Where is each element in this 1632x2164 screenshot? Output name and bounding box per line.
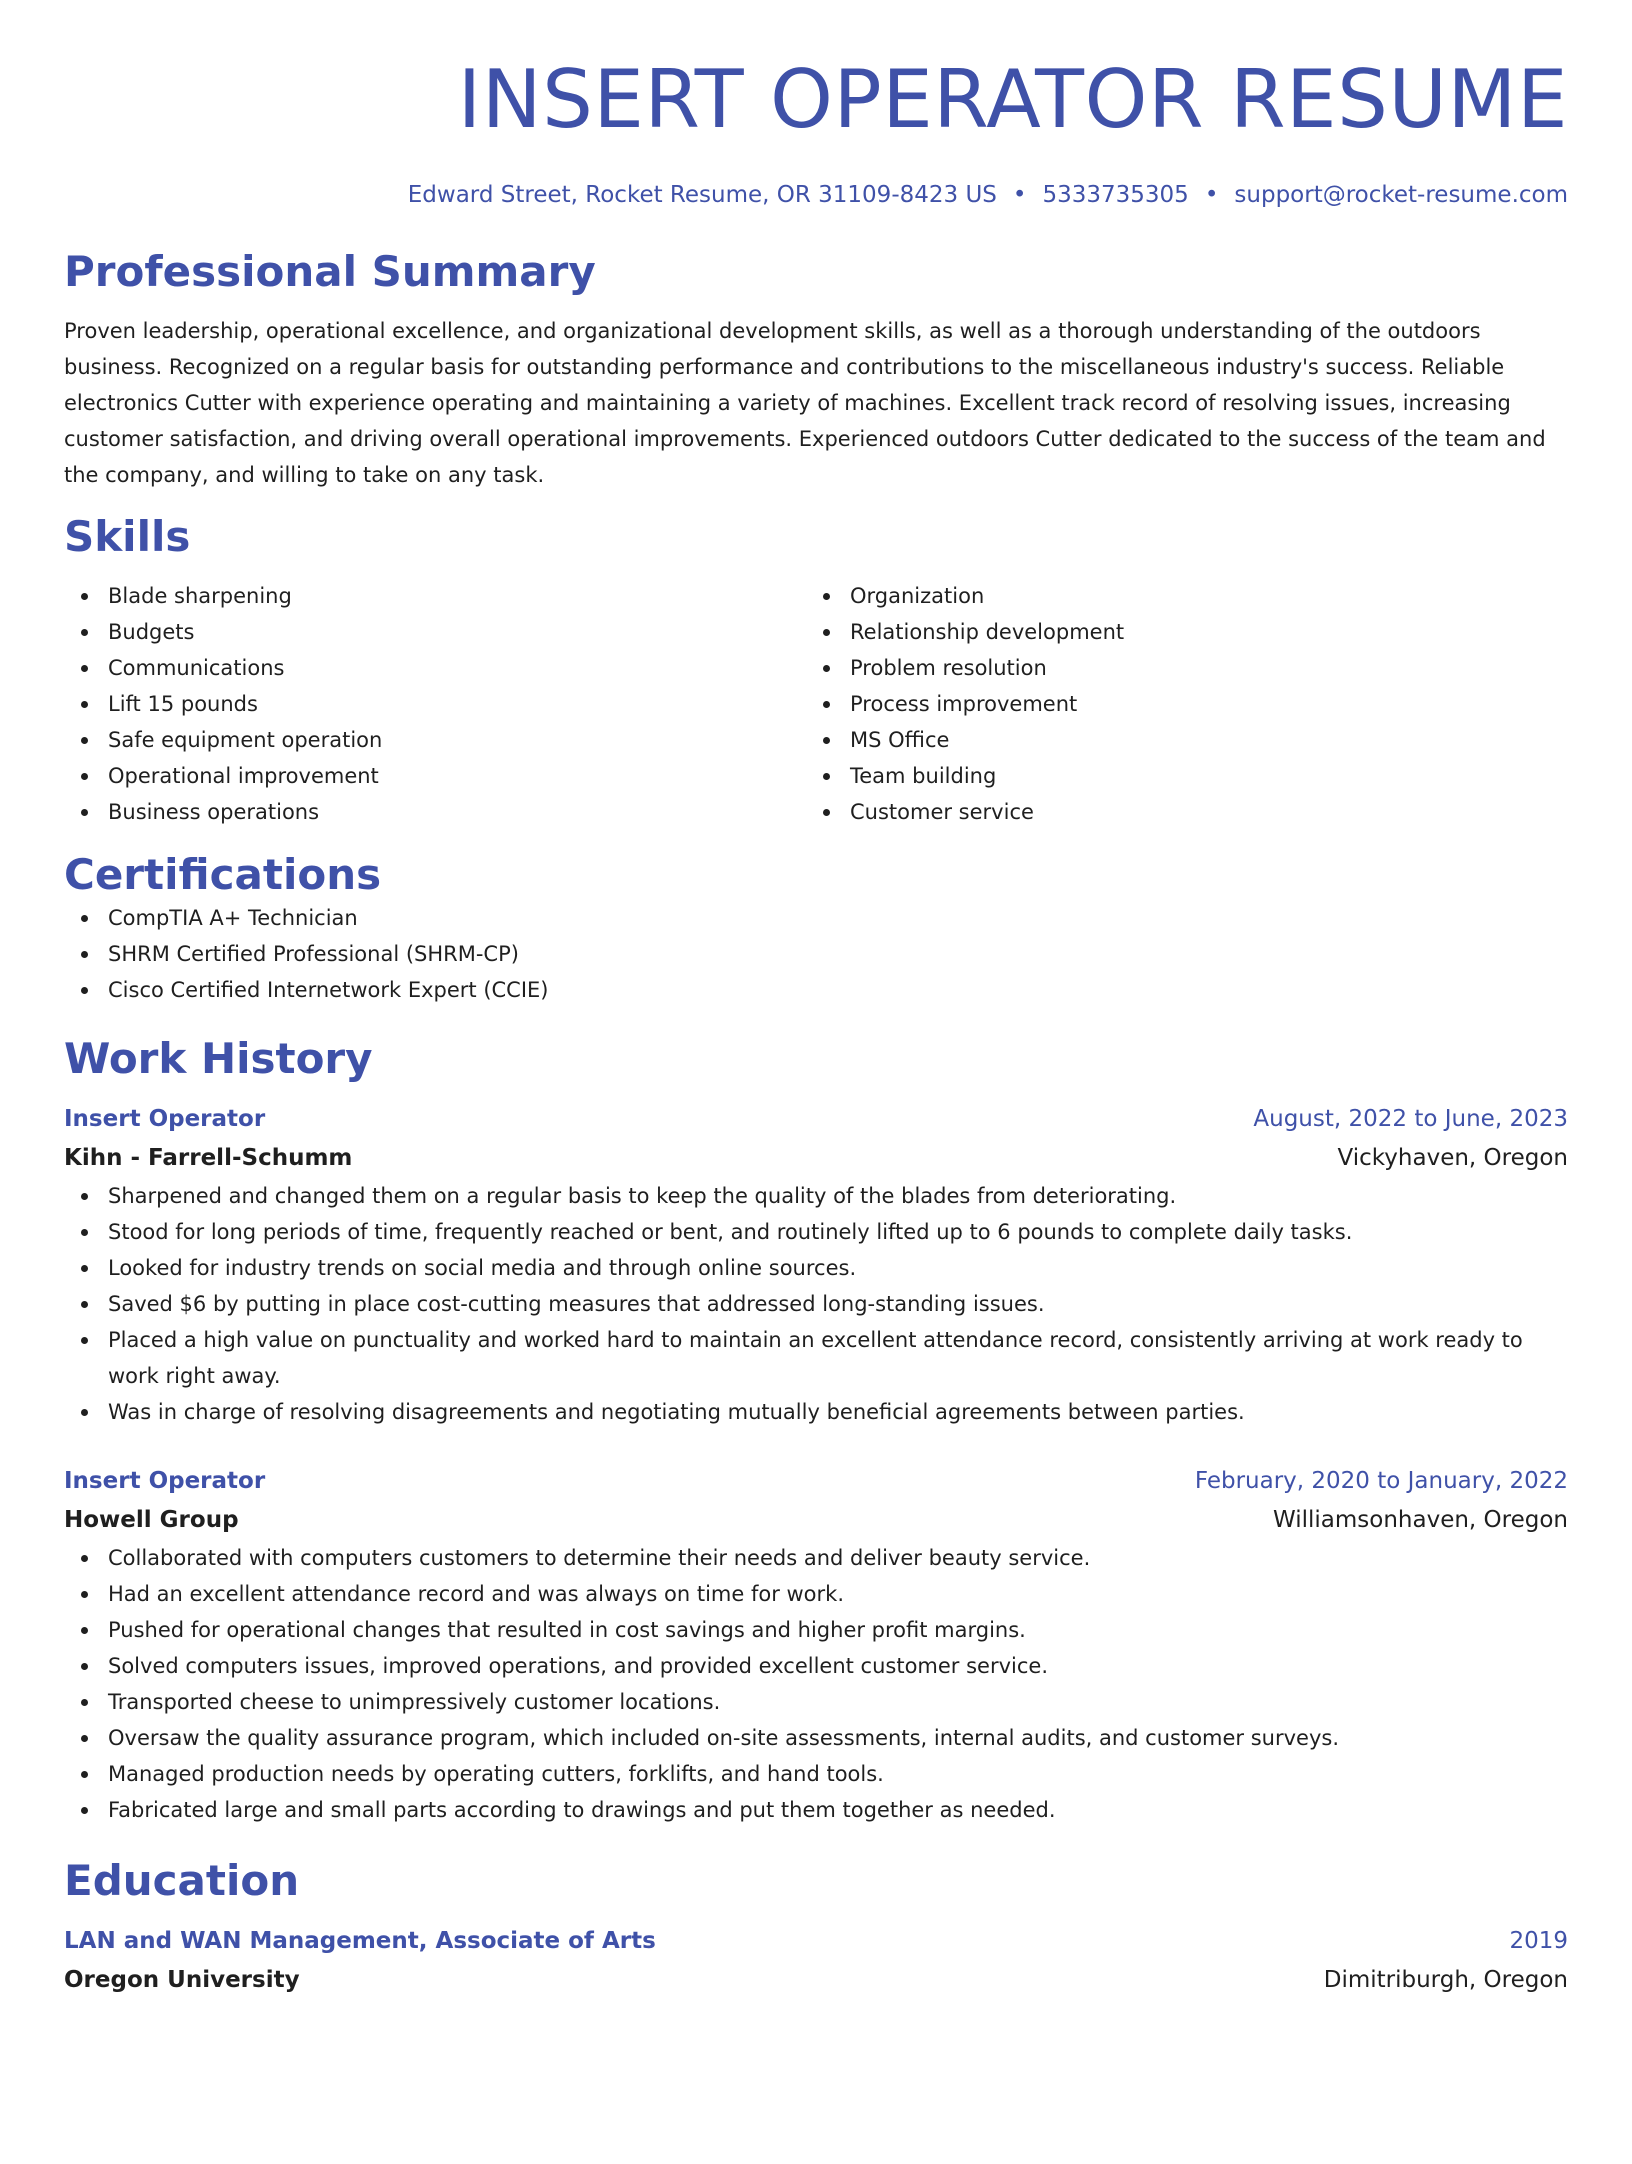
skill-item: Customer service — [806, 794, 1548, 830]
education-heading: Education — [64, 1856, 300, 1905]
job-bullet: Fabricated large and small parts according to drawings and put them together as needed. — [64, 1792, 1568, 1828]
skill-item: Communications — [64, 650, 806, 686]
job-location: Vickyhaven, Oregon — [1337, 1145, 1568, 1171]
job-title: Insert Operator — [64, 1468, 266, 1494]
job-company: Kihn - Farrell-Schumm — [64, 1145, 353, 1171]
job-header-row — [64, 1462, 1568, 1500]
job-bullets — [64, 1178, 1568, 1430]
job-bullet: Transported cheese to unimpressively customer locations. — [64, 1684, 1568, 1720]
summary-text: Proven leadership, operational excellence, and organizational development skills, as well as a thorough understanding of the outdoors business. Recognized on a regular basis for outstanding performance and contributions to the miscellaneous industry's success. Reliable electronics Cutter with experience operating and maintaining a variety of machines. Excellent track record of resolving issues, increasing customer satisfaction, and driving overall operational improvements. Experienced outdoors Cutter dedicated to the success of the team and the company, and willing to take on any task. — [64, 319, 1546, 487]
job-bullet: Solved computers issues, improved operations, and provided excellent customer service. — [64, 1648, 1568, 1684]
job-company-row — [64, 1138, 1568, 1178]
skills-column-left — [64, 578, 806, 830]
job-bullet: Stood for long periods of time, frequently reached or bent, and routinely lifted up to 6 pounds to complete daily tasks. — [64, 1214, 1568, 1250]
job-location: Williamsonhaven, Oregon — [1272, 1507, 1568, 1533]
certification-item: CompTIA A+ Technician — [64, 900, 1568, 936]
certification-item: SHRM Certified Professional (SHRM-CP) — [64, 936, 1568, 972]
job-bullet: Oversaw the quality assurance program, which included on-site assessments, internal audits, and customer surveys. — [64, 1720, 1568, 1756]
certification-item: Cisco Certified Internetwork Expert (CCIE) — [64, 972, 1568, 1008]
skills-column-right — [806, 578, 1548, 830]
resume-title: INSERT OPERATOR RESUME — [457, 53, 1568, 146]
skill-item: Relationship development — [806, 614, 1548, 650]
job-bullet: Collaborated with computers customers to determine their needs and deliver beauty service. — [64, 1540, 1568, 1576]
certifications-heading: Certifications — [64, 850, 382, 899]
contact-address: Edward Street, Rocket Resume, OR 31109-8423 US — [407, 182, 997, 208]
job-title: Insert Operator — [64, 1106, 266, 1132]
summary-heading: Professional Summary — [64, 247, 596, 296]
job-bullet: Managed production needs by operating cutters, forklifts, and hand tools. — [64, 1756, 1568, 1792]
skill-item: Process improvement — [806, 686, 1548, 722]
education-degree-row — [64, 1922, 1568, 1960]
skill-item: Problem resolution — [806, 650, 1548, 686]
skill-item: Lift 15 pounds — [64, 686, 806, 722]
skill-item: Budgets — [64, 614, 806, 650]
education-school: Oregon University — [64, 1967, 300, 1993]
skill-item: Organization — [806, 578, 1548, 614]
job-dates: August, 2022 to June, 2023 — [1253, 1106, 1568, 1132]
education-location: Dimitriburgh, Oregon — [1323, 1967, 1568, 1993]
skill-item: Team building — [806, 758, 1548, 794]
skills-heading: Skills — [64, 512, 191, 561]
education-degree: LAN and WAN Management, Associate of Arts — [64, 1928, 656, 1954]
job-bullet: Sharpened and changed them on a regular basis to keep the quality of the blades from deteriorating. — [64, 1178, 1568, 1214]
job-bullet: Looked for industry trends on social media and through online sources. — [64, 1250, 1568, 1286]
contact-phone: 5333735305 — [1042, 182, 1189, 208]
skill-item: Safe equipment operation — [64, 722, 806, 758]
skill-item: Business operations — [64, 794, 806, 830]
job-entry — [64, 1462, 1568, 1828]
skills-list-left — [64, 578, 806, 830]
job-company: Howell Group — [64, 1507, 239, 1533]
skills-grid — [64, 578, 1568, 830]
job-bullet: Had an excellent attendance record and was always on time for work. — [64, 1576, 1568, 1612]
job-bullet: Was in charge of resolving disagreements and negotiating mutually beneficial agreements between parties. — [64, 1394, 1568, 1430]
skill-item: Operational improvement — [64, 758, 806, 794]
contact-line — [64, 180, 1568, 210]
job-bullet: Pushed for operational changes that resulted in cost savings and higher profit margins. — [64, 1612, 1568, 1648]
education-school-row — [64, 1960, 1568, 2000]
resume-page — [0, 52, 1632, 2164]
education-year: 2019 — [1509, 1928, 1568, 1954]
job-entry — [64, 1100, 1568, 1430]
job-bullet: Saved $6 by putting in place cost-cutting measures that addressed long-standing issues. — [64, 1286, 1568, 1322]
skill-item: Blade sharpening — [64, 578, 806, 614]
contact-email: support@rocket-resume.com — [1234, 182, 1568, 208]
work-history-heading: Work History — [64, 1034, 373, 1083]
skill-item: MS Office — [806, 722, 1548, 758]
job-bullet: Placed a high value on punctuality and worked hard to maintain an excellent attendance record, consistently arriving at work ready to work right away. — [64, 1322, 1568, 1394]
job-header-row — [64, 1100, 1568, 1138]
job-dates: February, 2020 to January, 2022 — [1194, 1468, 1568, 1494]
contact-separator: • — [1012, 182, 1027, 208]
education-entry — [64, 1922, 1568, 2000]
skills-list-right — [806, 578, 1548, 830]
job-company-row — [64, 1500, 1568, 1540]
contact-separator: • — [1204, 182, 1219, 208]
certifications-list — [64, 900, 1568, 1008]
job-bullets — [64, 1540, 1568, 1828]
